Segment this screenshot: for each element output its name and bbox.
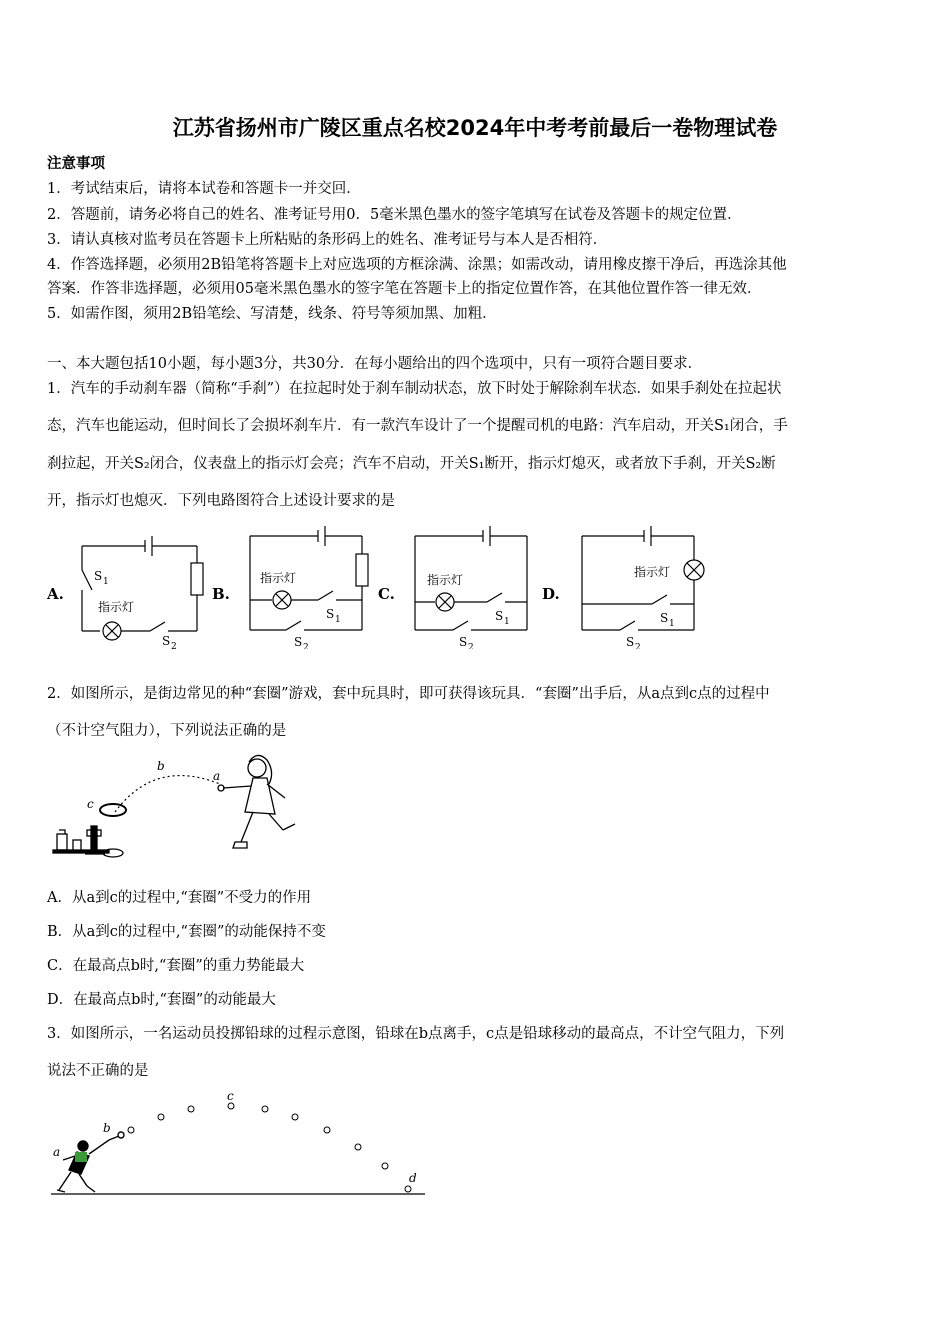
- section-heading: 一、本大题包括10小题，每小题3分，共30分．在每小题给出的四个选项中，只有一项符合题目要求．: [47, 356, 703, 372]
- q3-line: 说法不正确的是: [47, 1063, 149, 1079]
- q3-line: 3．如图所示，一名运动员投掷铅球的过程示意图，铅球在b点离手，c点是铅球移动的最高点，不计空气阻力，下列: [47, 1026, 785, 1042]
- point-b-label: b: [103, 1121, 111, 1135]
- svg-text:1: 1: [669, 619, 675, 629]
- svg-text:S: S: [626, 635, 635, 649]
- svg-text:1: 1: [335, 615, 341, 625]
- svg-text:S: S: [660, 611, 669, 625]
- lamp-label: 指示灯: [427, 573, 464, 587]
- svg-text:S: S: [459, 635, 468, 649]
- svg-text:S: S: [495, 609, 504, 623]
- lamp-label: 指示灯: [260, 571, 297, 585]
- q2-choice-b: B．从a到c的过程中,“套圈”的动能保持不变: [47, 924, 326, 940]
- svg-text:S: S: [94, 569, 103, 583]
- q2-line: 2．如图所示，是街边常见的种“套圈”游戏，套中玩具时，即可获得该玩具．“套圈”出手后，从a点到c点的过程中: [47, 686, 770, 702]
- q2-line: （不计空气阻力），下列说法正确的是: [47, 723, 287, 739]
- point-c-label: c: [87, 797, 94, 811]
- q1-line: 1．汽车的手动刹车器（简称“手刹”）在拉起时处于刹车制动状态，放下时处于解除刹车状态．如果手刹处在拉起状: [47, 381, 782, 397]
- shot-put-figure: [45, 1090, 435, 1205]
- point-a-label: a: [213, 769, 221, 783]
- notice-item: 3．请认真核对监考员在答题卡上所粘贴的条形码上的姓名、准考证号与本人是否相符．: [47, 232, 608, 248]
- point-a-label: a: [53, 1145, 61, 1159]
- q1-line: 刹拉起，开关S₂闭合，仪表盘上的指示灯会亮；汽车不启动，开关S₁断开，指示灯熄灭，或者放下手刹，开关S₂断: [47, 456, 776, 472]
- notice-item: 1．考试结束后，请将本试卷和答题卡一并交回．: [47, 181, 361, 197]
- svg-text:2: 2: [468, 643, 474, 649]
- svg-text:1: 1: [504, 617, 510, 627]
- option-c-label: C.: [378, 585, 395, 603]
- q2-choice-d: D．在最高点b时,“套圈”的动能最大: [47, 992, 276, 1008]
- notice-heading: 注意事项: [47, 155, 105, 172]
- svg-text:2: 2: [171, 642, 177, 652]
- svg-text:2: 2: [635, 643, 641, 649]
- q2-choice-c: C．在最高点b时,“套圈”的重力势能最大: [47, 958, 305, 974]
- option-b-label: B.: [212, 585, 230, 603]
- notice-item: 2．答题前，请务必将自己的姓名、准考证号用0．5毫米黑色墨水的签字笔填写在试卷及答题卡的规定位置．: [47, 207, 742, 223]
- circuit-a-diagram: [70, 528, 210, 653]
- point-d-label: d: [409, 1171, 417, 1185]
- page-title: 江苏省扬州市广陵区重点名校2024年中考考前最后一卷物理试卷: [172, 116, 778, 140]
- svg-text:S: S: [326, 607, 335, 621]
- svg-text:S: S: [294, 635, 303, 649]
- circuit-c-diagram: [405, 524, 545, 649]
- notice-item: 5．如需作图，须用2B铅笔绘、写清楚，线条、符号等须加黑、加粗．: [47, 306, 497, 322]
- notice-item: 4．作答选择题，必须用2B铅笔将答题卡上对应选项的方框涂满、涂黑；如需改动，请用橡皮擦干净后，再选涂其他: [47, 257, 787, 273]
- option-a-label: A.: [47, 585, 64, 603]
- point-c-label: c: [227, 1090, 234, 1103]
- option-d-label: D.: [542, 585, 560, 603]
- lamp-label: 指示灯: [634, 565, 671, 579]
- circuit-d-diagram: [572, 524, 712, 649]
- circuit-b-diagram: [240, 524, 380, 649]
- notice-item: 答案．作答非选择题，必须用05毫米黑色墨水的签字笔在答题卡上的指定位置作答，在其他位置作答一律无效．: [47, 281, 762, 297]
- svg-text:2: 2: [303, 643, 309, 649]
- lamp-label: 指示灯: [98, 600, 135, 614]
- ring-toss-figure: [45, 750, 305, 870]
- q1-line: 态，汽车也能运动，但时间长了会损坏刹车片．有一款汽车设计了一个提醒司机的电路：汽车启动，开关S₁闭合，手: [47, 418, 788, 434]
- q1-line: 开，指示灯也熄灭．下列电路图符合上述设计要求的是: [47, 493, 395, 509]
- svg-text:1: 1: [103, 577, 109, 587]
- q2-choice-a: A．从a到c的过程中,“套圈”不受力的作用: [47, 890, 312, 906]
- point-b-label: b: [157, 759, 165, 773]
- svg-text:S: S: [162, 634, 171, 648]
